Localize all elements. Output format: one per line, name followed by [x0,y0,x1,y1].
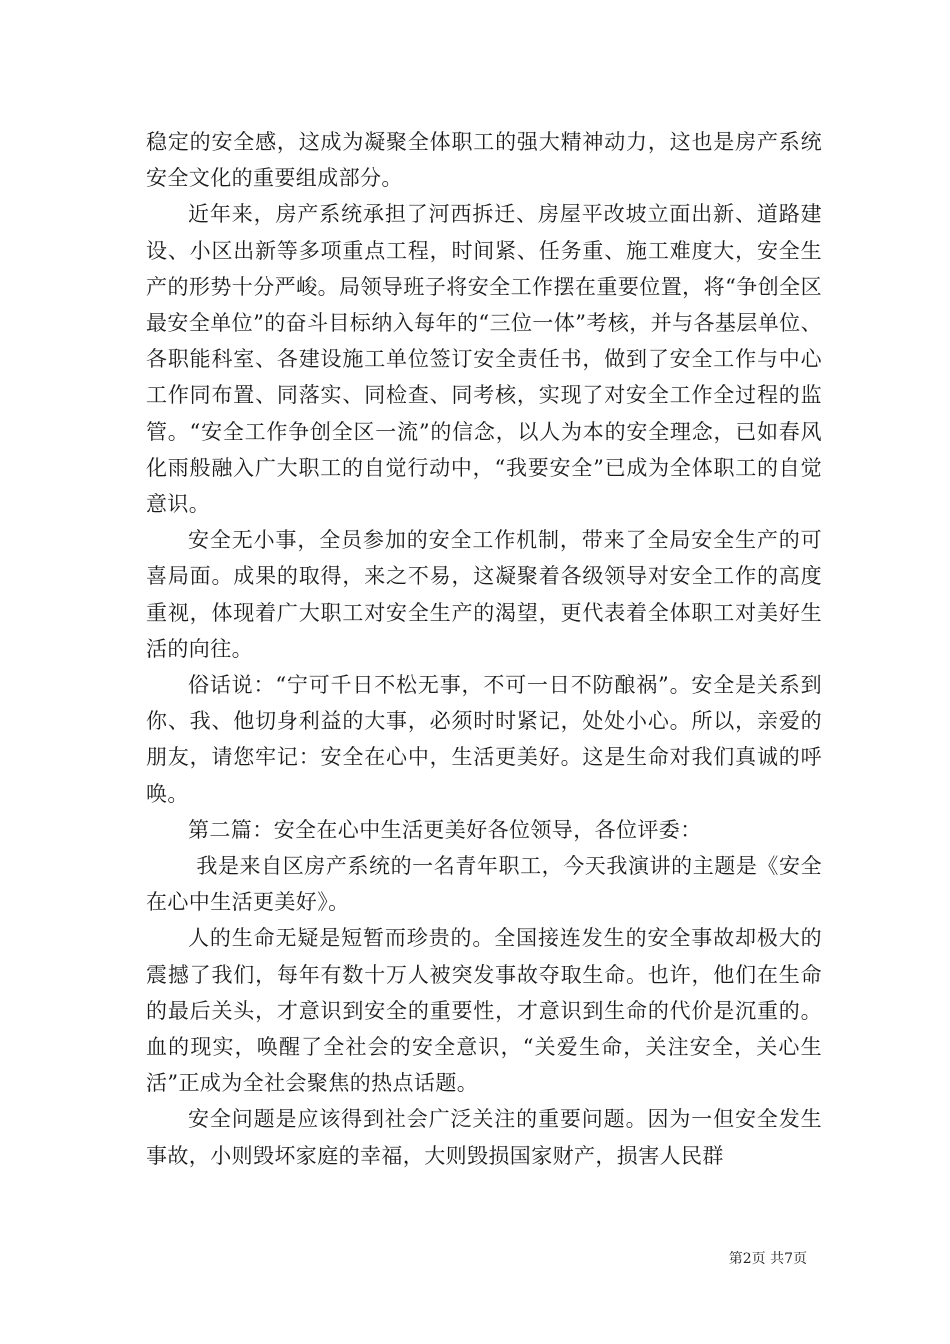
section-heading-paragraph: 第二篇：安全在心中生活更美好各位领导，各位评委： [188,817,702,842]
page-label-middle: 页 共 [751,1251,785,1267]
paragraph-6: 我是来自区房产系统的一名青年职工，今天我演讲的主题是《安全在心中生活更美好》。 [146,854,822,915]
total-pages-number: 7 [784,1251,793,1267]
paragraph-8: 安全问题是应该得到社会广泛关注的重要问题。因为一但安全发生事故，小则毁坏家庭的幸福，大则毁损国家财产，损害人民群 [146,1107,822,1168]
paragraph-1: 稳定的安全感，这成为凝聚全体职工的强大精神动力，这也是房产系统安全文化的重要组成部分。 [146,130,822,191]
page-label-suffix: 页 [793,1251,807,1267]
paragraph-4: 俗话说：“宁可千日不松无事，不可一日不防酿祸”。安全是关系到你、我、他切身利益的大事，必须时时紧记，处处小心。所以，亲爱的朋友，请您牢记：安全在心中，生活更美好。这是生命对我们真诚的呼唤。 [146,673,822,806]
paragraph-2: 近年来，房产系统承担了河西拆迁、房屋平改坡立面出新、道路建设、小区出新等多项重点工程，时间紧、任务重、施工难度大，安全生产的形势十分严峻。局领导班子将安全工作摆在重要位置，将“争创全区最安全单位”的奋斗目标纳入每年的“三位一体”考核，并与各基层单位、各职能科室、各建设施工单位签订安全责任书，做到了安全工作与中心工作同布置、同落实、同检查、同考核，实现了对安全工作全过程的监管。“安全工作争创全区一流”的信念，以人为本的安全理念，已如春风化雨般融入广大职工的自觉行动中，“我要安全”已成为全体职工的自觉意识。 [146,202,822,517]
page-label-prefix: 第 [728,1251,743,1267]
current-page-number: 2 [742,1251,752,1267]
paragraph-3: 安全无小事，全员参加的安全工作机制，带来了全局安全生产的可喜局面。成果的取得，来之不易，这凝聚着各级领导对安全工作的高度重视，体现着广大职工对安全生产的渴望，更代表着全体职工对美好生活的向往。 [146,528,822,661]
document-body [146,124,822,1174]
page-number-footer [729,1248,807,1268]
paragraph-7: 人的生命无疑是短暂而珍贵的。全国接连发生的安全事故却极大的震撼了我们，每年有数十万人被突发事故夺取生命。也许，他们在生命的最后关头，才意识到安全的重要性，才意识到生命的代价是沉重的。血的现实，唤醒了全社会的安全意识，“关爱生命，关注安全，关心生活”正成为全社会聚焦的热点话题。 [146,926,822,1096]
